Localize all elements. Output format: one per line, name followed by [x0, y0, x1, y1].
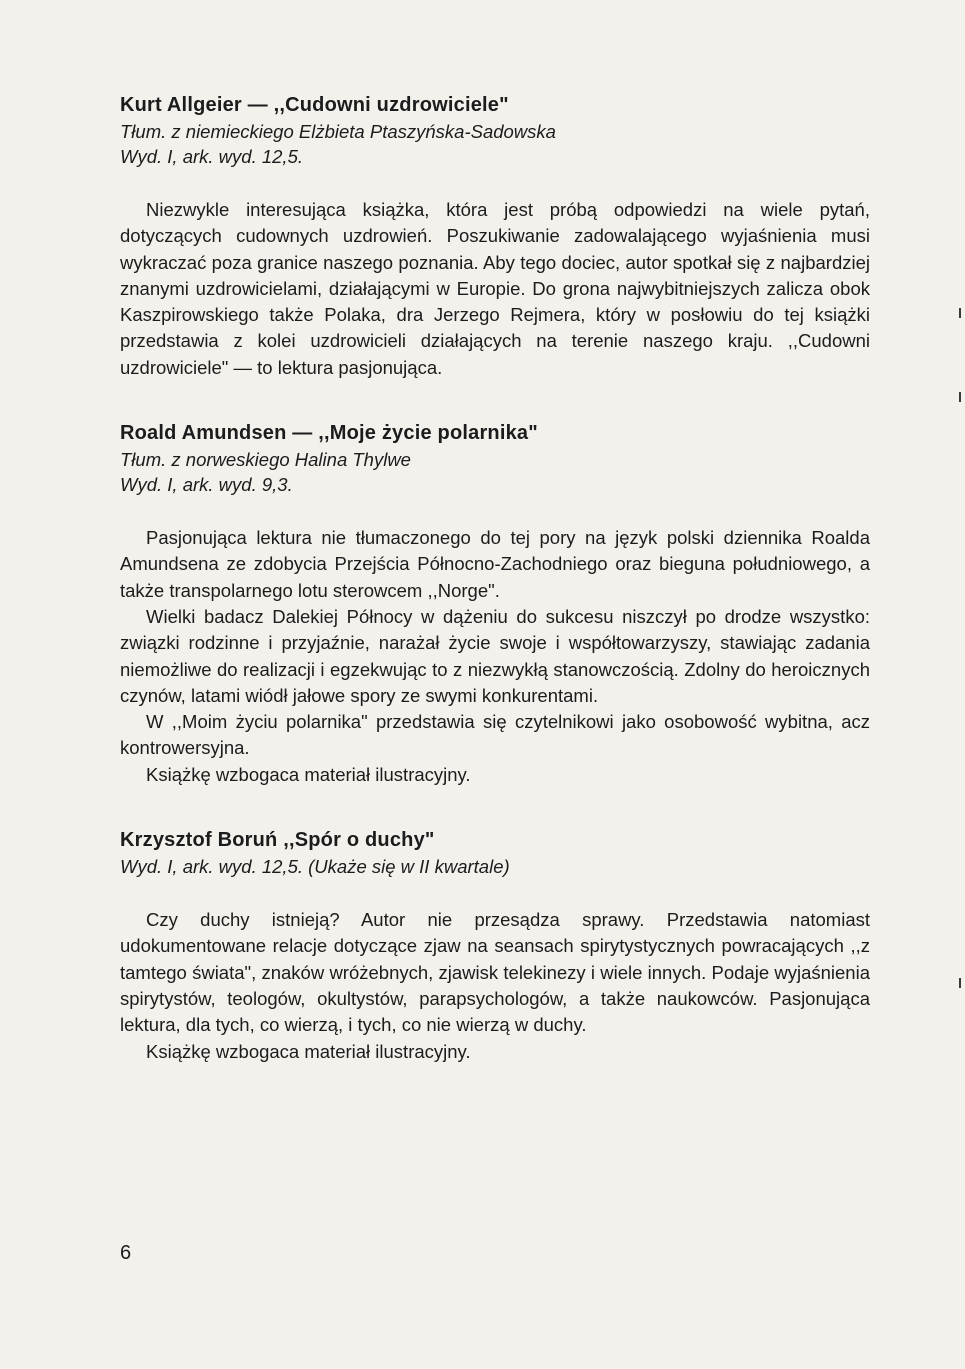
edge-mark	[959, 978, 961, 988]
book-description	[120, 525, 870, 788]
book-entry-amundsen	[120, 420, 870, 788]
description-paragraph: Niezwykle interesująca książka, która jest próbą odpowiedzi na wiele pytań, dotyczących cudownych uzdrowień. Poszukiwanie zadowalającego wyjaśnienia musi wykraczać poza granice naszego poznania. Aby tego dociec, autor spotkał się z najbardziej znanymi uzdrowicielami, działającymi w Europie. Do grona najwybitniejszych zalicza obok Kaszpirowskiego także Polaka, dra Jerzego Rejmera, który w posłowiu do tej książki przedstawia z kolei uzdrowicieli działających na terenie naszego kraju. ,,Cudowni uzdrowiciele" — to lektura pasjonująca.	[120, 199, 870, 378]
edge-mark	[959, 308, 961, 318]
book-title: Krzysztof Boruń ,,Spór o duchy"	[120, 829, 435, 852]
translator-line: Tłum. z niemieckiego Elżbieta Ptaszyńska-Sadowska	[120, 121, 556, 142]
edition-line: Wyd. I, ark. wyd. 12,5.	[120, 146, 304, 167]
page-number: 6	[120, 1242, 132, 1264]
book-title: Kurt Allgeier — ,,Cudowni uzdrowiciele"	[120, 94, 509, 116]
page-content	[120, 92, 870, 1104]
description-paragraph: Wielki badacz Dalekiej Północy w dążeniu do sukcesu niszczył po drodze wszystko: związki rodzinne i przyjaźnie, narażał życie swoje i współtowarzyszy, stawiając zadania niemożliwe do realizacji i egzekwując to z niezwykłą stanowczością. Zdolny do heroicznych czynów, latami wiódł jałowe spory ze swymi konkurentami.	[120, 605, 870, 706]
book-entry-borun	[120, 827, 870, 1065]
edition-line: Wyd. I, ark. wyd. 12,5. (Ukaże się w II kwartale)	[120, 856, 510, 878]
book-description	[120, 907, 870, 1065]
edge-mark	[959, 392, 961, 402]
description-paragraph: Pasjonująca lektura nie tłumaczonego do tej pory na język polski dziennika Roalda Amundsena ze zdobycia Przejścia Północno-Zachodniego oraz bieguna południowego, a także transpolarnego lotu sterowcem ,,Norge".	[120, 527, 870, 601]
description-paragraph: Czy duchy istnieją? Autor nie przesądza sprawy. Przedstawia natomiast udokumentowane relacje dotyczące zjaw na seansach spirytystycznych powracających ,,z tamtego świata", znaków wróżebnych, zjawisk telekinezy i wiele innych. Podaje wyjaśnienia spirytystów, teologów, okultystów, parapsychologów, a także naukowców. Pasjonująca lektura, dla tych, co wierzą, i tych, co nie wierzą w duchy.	[120, 909, 870, 1036]
book-title: Roald Amundsen — ,,Moje życie polarnika"	[120, 422, 538, 445]
edition-line: Wyd. I, ark. wyd. 9,3.	[120, 474, 293, 496]
description-paragraph: Książkę wzbogaca materiał ilustracyjny.	[146, 763, 471, 785]
description-paragraph: Książkę wzbogaca materiał ilustracyjny.	[146, 1040, 471, 1062]
translator-line: Tłum. z norweskiego Halina Thylwe	[120, 449, 411, 471]
description-paragraph: W ,,Moim życiu polarnika" przedstawia się czytelnikowi jako osobowość wybitna, acz kontrowersyjna.	[120, 711, 870, 759]
book-entry-allgeier	[120, 92, 870, 381]
book-description	[120, 197, 870, 381]
